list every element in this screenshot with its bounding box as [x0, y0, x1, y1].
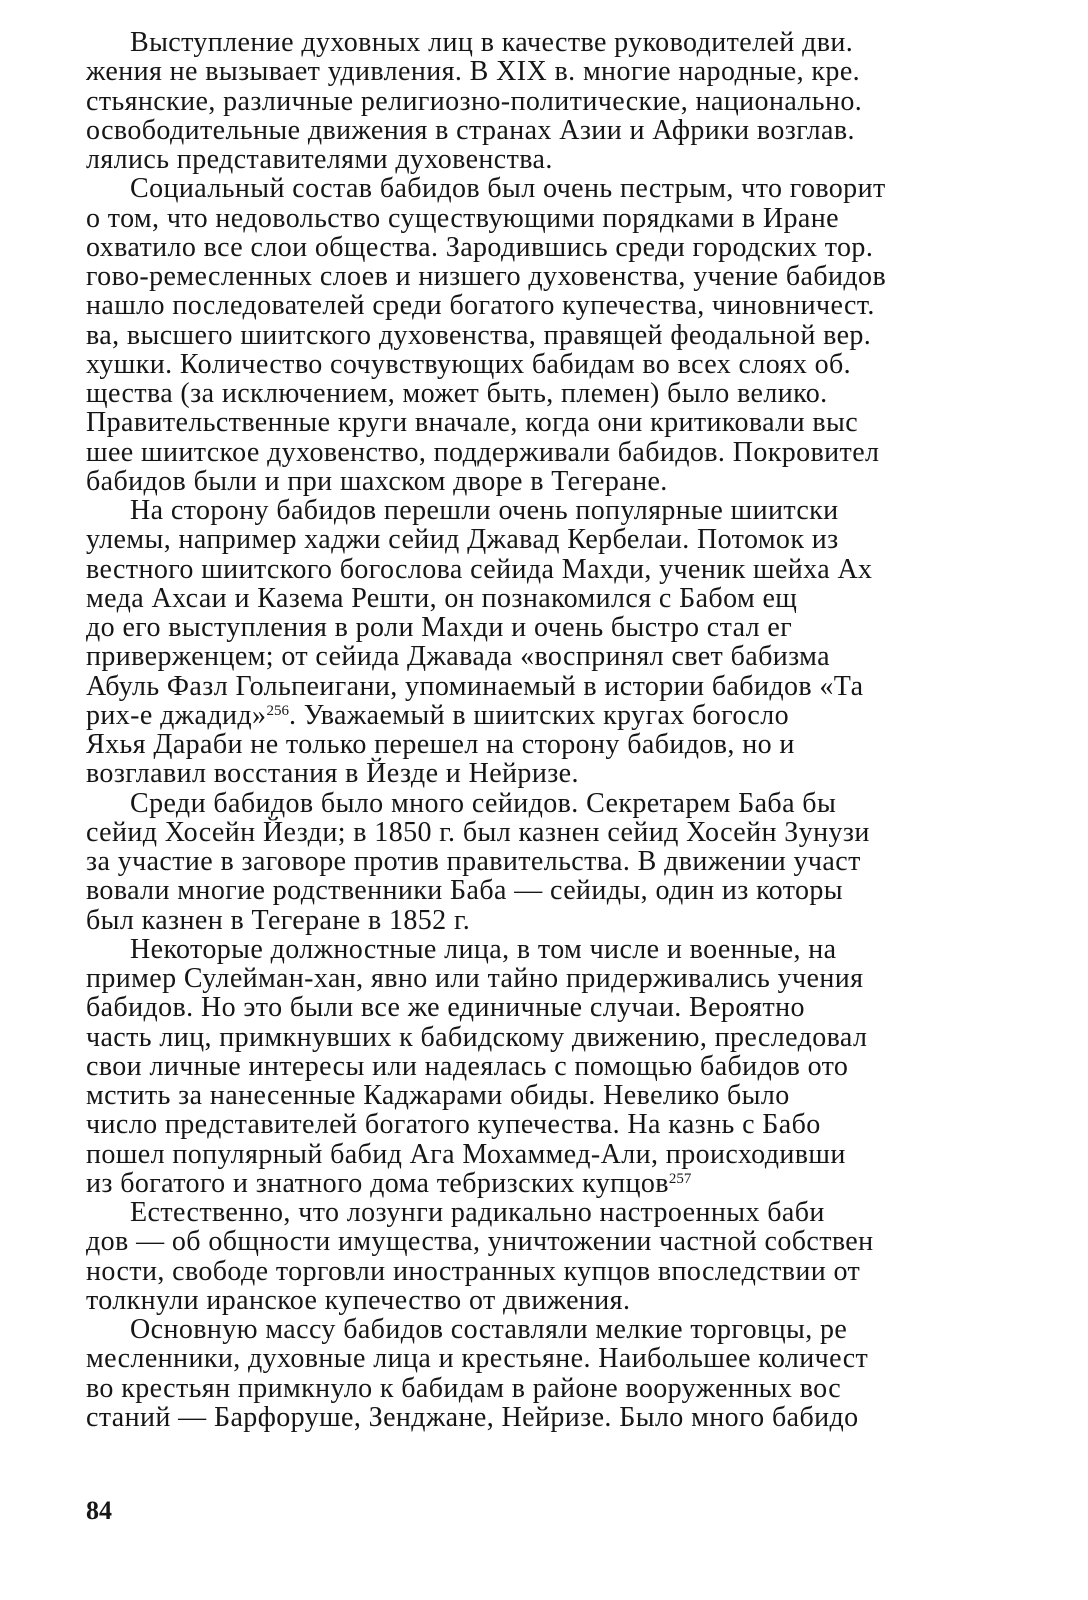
text-line: Правительственные круги вначале, когда они критиковали выс	[86, 407, 859, 439]
paragraph	[86, 28, 1086, 174]
text-line: за участие в заговоре против правительства. В движении участ	[86, 846, 861, 877]
text-line: во крестьян примкнуло к бабидам в районе вооруженных вос	[86, 1372, 842, 1404]
text-line: пошел популярный бабид Ага Мохаммед-Али, происходивши	[86, 1138, 846, 1170]
text-line: Яхья Дараби не только перешел на сторону бабидов, но и	[86, 729, 795, 760]
text-line: свои личные интересы или надеялась с помощью бабидов ото	[86, 1050, 849, 1082]
text-segment: . Уважаемый в шиитских кругах богосло	[288, 699, 790, 731]
text-line: жения не вызывает удивления. В XIX в. многие народные, кре.	[86, 56, 861, 88]
paragraph	[86, 789, 1086, 935]
text-line: приверженцем; от сейида Джавада «воспринял свет бабизма	[86, 641, 830, 673]
body-text	[86, 28, 1086, 1432]
text-line: мстить за нанесенные Каджарами обиды. Невелико было	[86, 1080, 790, 1111]
text-line: Некоторые должностные лица, в том числе и военные, на	[130, 933, 837, 965]
text-line: ности, свободе торговли иностранных купцов впоследствии от	[86, 1255, 861, 1287]
text-line: хушки. Количество сочувствующих бабидам во всех слоях об.	[86, 348, 852, 380]
text-line: меда Ахсаи и Казема Решти, он познакомился с Бабом ещ	[86, 582, 798, 614]
text-line: шее шиитское духовенство, поддерживали бабидов. Покровител	[86, 436, 880, 468]
text-segment: из богатого и знатного дома тебризских купцов	[86, 1167, 669, 1199]
text-line: дов — об общности имущества, уничтожении частной собствен	[86, 1226, 874, 1258]
footnote-marker: 256	[266, 702, 289, 719]
text-line: вестного шиитского богослова сейида Махди, ученик шейха Ах	[86, 553, 873, 585]
footnote-marker: 257	[668, 1170, 692, 1187]
text-line: был казнен в Тегеране в 1852 г.	[86, 904, 471, 936]
text-line: сейид Хосейн Йезди; в 1850 г. был казнен сейид Хосейн Зунузи	[86, 816, 870, 848]
text-line: улемы, например хаджи сейид Джавад Кербелаи. Потомок из	[86, 524, 839, 556]
text-line: бабидов были и при шахском дворе в Тегеране.	[86, 465, 668, 497]
text-line: о том, что недовольство существующими порядками в Иране	[86, 202, 839, 234]
text-line: станий — Барфоруше, Зенджане, Нейризе. Было много бабидо	[86, 1401, 859, 1433]
text-line: Выступление духовных лиц в качестве руководителей дви.	[130, 27, 854, 58]
paragraph	[86, 1198, 1086, 1315]
text-line: щества (за исключением, может быть, племен) было велико.	[86, 378, 828, 409]
text-line: стьянские, различные религиозно-политические, национально.	[86, 85, 863, 117]
text-line: нашло последователей среди богатого купечества, чиновничест.	[86, 290, 875, 322]
paragraph	[86, 174, 1086, 496]
text-line: освободительные движения в странах Азии и Африки возглав.	[86, 114, 855, 146]
text-line: возглавил восстания в Йезде и Нейризе.	[86, 758, 579, 790]
text-line: месленники, духовные лица и крестьяне. Наибольшее количест	[86, 1343, 869, 1375]
text-line: до его выступления в роли Махди и очень быстро стал ег	[86, 612, 793, 643]
text-line	[86, 1169, 1086, 1198]
text-line: Естественно, что лозунги радикально настроенных баби	[130, 1197, 825, 1228]
text-line: Абуль Фазл Гольпеигани, упоминаемый в истории бабидов «Та	[86, 670, 864, 702]
text-line: вовали многие родственники Баба — сейиды, один из которы	[86, 875, 843, 907]
paragraph	[86, 1315, 1086, 1432]
paragraph	[86, 935, 1086, 1198]
text-line: число представителей богатого купечества. На казнь с Бабо	[86, 1109, 821, 1141]
text-segment: рих-е джадид»	[86, 699, 267, 731]
text-line: ва, высшего шиитского духовенства, правящей феодальной вер.	[86, 319, 872, 351]
text-line: пример Сулейман-хан, явно или тайно придерживались учения	[86, 963, 864, 994]
text-line: охватило все слои общества. Зародившись среди городских тор.	[86, 231, 874, 263]
page-number: 84	[86, 1496, 112, 1525]
text-line	[86, 701, 1086, 730]
text-line: Среди бабидов было много сейидов. Секретарем Баба бы	[130, 787, 837, 819]
text-line: лялись представителями духовенства.	[86, 144, 553, 175]
text-line: гово-ремесленных слоев и низшего духовенства, учение бабидов	[86, 261, 887, 292]
text-line: Основную массу бабидов составляли мелкие торговцы, ре	[130, 1314, 848, 1345]
text-line: часть лиц, примкнувших к бабидскому движению, преследовал	[86, 1021, 868, 1053]
text-line: толкнули иранское купечество от движения.	[86, 1284, 631, 1316]
paragraph	[86, 496, 1086, 789]
text-line: Социальный состав бабидов был очень пестрым, что говорит	[130, 173, 886, 205]
text-line: бабидов. Но это были все же единичные случаи. Вероятно	[86, 992, 805, 1024]
text-line: На сторону бабидов перешли очень популярные шиитски	[130, 495, 839, 526]
